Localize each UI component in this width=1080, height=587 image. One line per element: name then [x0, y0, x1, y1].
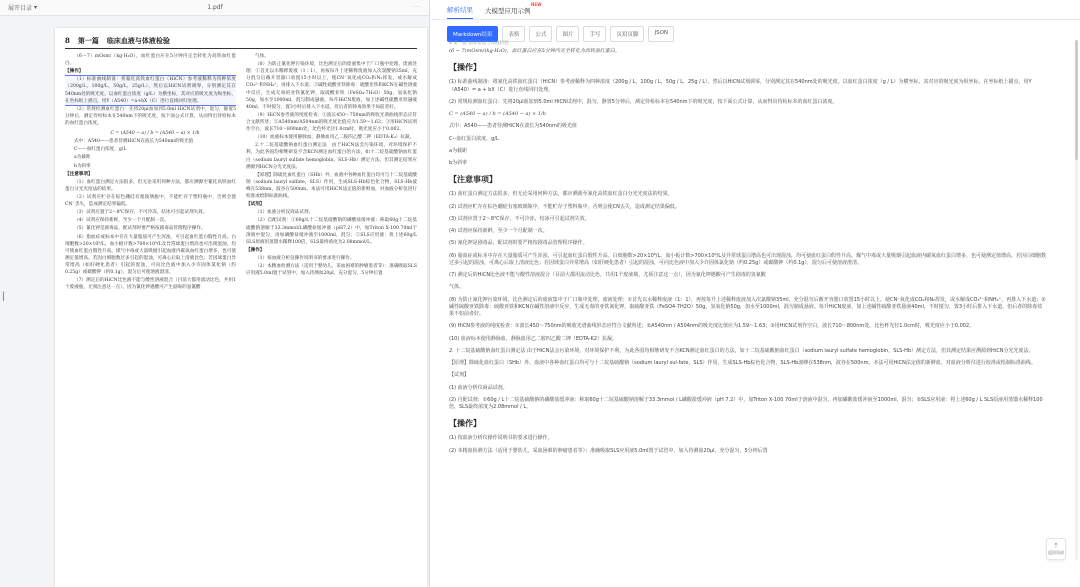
md-paragraph: 气体。 [449, 284, 465, 291]
format-tabs [431, 20, 1080, 42]
md-paragraph: (1) 血液分析仪商品试剂。 [449, 384, 508, 391]
paragraph: （1）按血液分析仪操作说明书的要求进行操作。 [255, 255, 355, 261]
paragraph: （9）HiCN参考液的纯度检查：①波长450～750nm的吸收光谱曲线形态应符合文献所述；②A540nm/A504nm的吸光度比值应为1.59～1.63；③用HiCN试剂作空白，波长710～800nm处，比色杯光径1.0cm时，吸光度应小于0.002。 [246, 112, 417, 133]
md-paragraph: (6) 脂血症或标本中存在大量脂质可产生浑浊，可引起血红蛋白假性升高。白细胞数>20×10⁹/L、血小板计数>700×10⁹/L及异常球蛋白增高也可出现混浊，均可使血红蛋白假性升高。煤气中毒或大量吸烟引起血液内碳氧血红蛋白增多，也可使测定值增高。若因白细胞数过多引起的混浊，可离心后取上清液比色；若因球蛋白异常增高（如肝硬化患者）引起的混浊，可向比色液中加入少许固体氯化钠（约0.25g）或碳酸钾（约0.1g），混匀后可使溶液澄清。 [449, 252, 1047, 266]
md-paragraph: (2) 试剂应贮存在棕色硼硅有塞玻璃瓶中，不能贮存于塑料瓶中，否则会使CN丢失，造成测定结果偏低。 [449, 203, 680, 210]
format-tab-4[interactable]: 手写 [583, 26, 606, 42]
md-paragraph: (1) 标准曲线制备：将氰化高铁血红蛋白（HiCN）参考液稀释为四种浓度（200g / L，100g / L，50g / L，25g / L），然后以HiCN试剂调零，分别测定其在540nm处的吸光度。以血红蛋白浓度（g / L）为横坐标，其对应的吸光度为纵坐标，在坐标纸上描点，用Y（A540）= a + bX（C）进行直线回归处理。 [449, 79, 1032, 93]
paragraph: 【原理】除硫化血红蛋白（SHb）外，血液中各种血红蛋白均可与十二烷基硫酸钠（sodium lauryl sulfate，SLS）作用，生成SLS-Hb棕色化合物，SLS-Hb波峰在538nm，波谷在500nm。本法可用HiCN法定值的新鲜血，对血液分析仪进行校准或绘制标准曲线。 [246, 172, 417, 200]
paragraph: 2.十二烷基硫酸钠血红蛋白测定法 由于HiCN法会污染环境，对环境保护不利，为此各国均相继研发不含KCN测定血红蛋白的方法，如十二烷基硫酸钠血红蛋白（sodium lauryl sulfate hemoglobin，SLS-Hb）测定方法，但其测定结果应溯源到HiCN分光光度法。 [246, 143, 417, 170]
format-tab-2[interactable]: 公式 [529, 26, 552, 42]
section-heading: 【试剂】 [246, 202, 265, 208]
toc-label: 展开目录 [8, 5, 33, 12]
scrollbar-thumb[interactable] [1075, 40, 1078, 160]
back-to-top-label: 返回顶部 [1048, 549, 1064, 555]
pdf-toolbar [0, 0, 429, 16]
format-tab-1[interactable]: 表格 [502, 26, 525, 42]
paragraph: b为斜率 [74, 163, 91, 169]
md-paragraph: (2) 本精血检测方法（适用于婴幼儿、采血困难的肿瘤患者等）：准确吸取SLS应用液5.0ml置于试管中，加入待测血20μl，充分混匀，5分钟后置 [449, 447, 768, 454]
md-paragraph: 2. 十二烷基硫酸钠血红蛋白测定法 由于HiCN法会污染环境，对环境保护不利，为此各国均相继研发不含KCN测定血红蛋白的方法，如十二烷基硫酸钠血红蛋白（sodium lauryl sulfate hemoglobin，SLS-Hb）测定方法，但其测定结果应溯源到HiCN分光光度法。 [449, 347, 1034, 354]
md-section-heading: 【操作】 [449, 419, 481, 429]
section-heading: 【注意事项】 [65, 171, 93, 177]
chevron-down-icon: ▾ [34, 4, 38, 11]
top-tab-0[interactable] [447, 5, 473, 19]
md-paragraph: (8) 为防止氰化钾污染环境，比色测定后的废液集中于广口瓶中处理。废液处理：①首先以水稀释废液（1：1），再按每升上述稀释废液加入次氯酸钠35ml，充分混匀后敞开容器口放置15小时以上，使CN⁻氧化成CO₂和N₂挥发，或水解成CO₃²⁻和NH₄⁺，再排入下水道；②碱性硫酸亚铁除毒：硫酸亚铁和KCN在碱性溶液中反应，生成无毒的亚铁氰化钾，取硫酸亚铁（FeSO4·7H2O）50g，氢氧化钠50g，加水至1000ml，混匀制成悬液。每升HiCN废液，加上述碱性硫酸亚铁悬液40ml，不时搅匀，置3小时后排入下水道。但后者的除毒效果不如前者好。 [449, 296, 1046, 317]
paragraph: （2）本精血检测方法（适用于婴幼儿、采血困难的肿瘤患者等）：准确吸取SLS应用液5.0ml置于试管中，加入待测血20μl，充分混匀，5分钟后置 [246, 264, 417, 277]
md-section-heading: 【操作】 [449, 63, 481, 73]
paragraph: （7）测定后的HiCN比色液不能与酸性溶液混合（目前大都用流动比色，共用1个废液瓶，尤须注意这一点），因为氰化钾遇酸可产生剧毒的氢氰酸 [65, 278, 236, 291]
page-part: 第一篇 [77, 36, 99, 45]
paragraph: （10）血液标本使用静脉血，静脉血用乙二胺四乙酸二钾（EDTA-K₂）抗凝。 [255, 135, 415, 141]
md-paragraph: 式中：A540——患者待测HiCN在波长为540nm的吸光值 [449, 123, 577, 130]
format-tab-6[interactable]: JSON [648, 26, 674, 42]
top-tab-label: 大模型应用示例 [485, 7, 531, 15]
section-heading: 【操作】 [65, 69, 84, 75]
md-paragraph: (7) 测定后的HiCN比色液不能与酸性溶液混合（目前大都用流动比色，共用1个废液瓶，尤须注意这一点），因为氰化钾遇酸可产生剧毒的氢氰酸 [449, 272, 766, 278]
arrow-up-icon: ⇡ [1053, 541, 1059, 550]
formula: C = (A540 − a) / b = (A540 − a) × 1/b [110, 131, 200, 137]
page-chapter-title: 临床血液与体液检验 [106, 36, 170, 45]
md-paragraph: (4) 试剂应保持新鲜，至少一个月配制一次。 [449, 228, 548, 234]
paragraph: （2）自配试剂：①60g/L十二烷基硫酸钠的磷酸盐缓冲液：称取60g十二烷基硫酸钠溶解于33.3mmol/L磷酸盐缓冲液（pH7.2）中，加Triton X-100 70ml于溶液中混匀，再加磷酸盐缓冲液至1000ml，混匀；②SLS应用液：将上述60g/L SLS原液用蒸馏水稀释100倍，SLS最终浓度为2.08mmol/L。 [246, 218, 417, 245]
highlighted-paragraph: （1）标准曲线制备：将氰化高铁血红蛋白（HiCN）参考液稀释为四种浓度（200g/L，100g/L，50g/L，25g/L），然后以HiCN试剂调零，分别测定其在540nm处的吸光度。以血红蛋白浓度（g/L）为横坐标，其对应的吸光度为纵坐标，在坐标纸上描点，用Y（A540）=a+bX（C）进行直线回归处理。 [65, 77, 236, 104]
page-number: 8 [65, 36, 70, 45]
pdf-viewer-pane [0, 0, 430, 587]
md-paragraph: C = (A540 − a) / b = (A540 − a) × 1/b [449, 111, 546, 117]
format-tab-0[interactable]: Markdown结果 [447, 26, 498, 42]
md-paragraph: (1) 血红蛋白测定方法很多，但无论采用何种方法，都应溯源至氰化高铁血红蛋白分光光度法的结果。 [449, 191, 673, 198]
md-paragraph: (6 ∼ 7)mOsm/(kg·H₂O)，血红蛋白应在5分钟内完全转化为高铁血红蛋白。 [449, 48, 620, 54]
md-paragraph: 【原理】除硫化血红蛋白（SHb）外，血液中各种血红蛋白均可与十二烷基硫酸钠（sodium lauryl sul-fate，SLS）作用，生成SLS-Hb棕色化合物，SLS-Hb波峰在538nm，波谷在500nm。本法可用HiCN法定值的新鲜血，对血液分析仪进行校准或绘制标准曲线。 [449, 360, 1036, 366]
current-page-marker-icon: ▏ [3, 292, 10, 301]
format-tab-3[interactable]: 图片 [556, 26, 579, 42]
parse-result-pane [431, 0, 1080, 587]
page-column-left [65, 53, 236, 292]
page-column-right [246, 53, 417, 292]
md-paragraph: C--血红蛋白浓度，g/L [449, 135, 499, 142]
paragraph: （1）血液分析仪商品试剂。 [255, 210, 314, 216]
md-paragraph: (3) 试剂应置于2～8℃保存，不可冷冻，结冰可引起试剂失效。 [449, 215, 590, 222]
pdf-page [55, 28, 427, 587]
paragraph: （2）常规检测血红蛋白：先将20μl血加到5.0ml HiCN试剂中，混匀，静置5分钟后，测定待检标本在540nm下的吸光度，按下面公式计算，从而得出待检标本的血红蛋白浓度。 [65, 106, 236, 126]
md-paragraph: (9) HiCN参考液的纯度检查：①波长450～750nm的吸收光谱曲线形态应符合文献所述；②A540nm / A504nm的吸光度比值应为1.59～1.63；③用HiCN试剂作空白，波长710～800nm处，比色杯光径1.0cm时，吸光度应小于0.002。 [449, 323, 975, 330]
paragraph: （5）氰化钾是剧毒品，配试剂时要严格按剧毒品管理程序操作。 [74, 226, 206, 232]
toc-toggle[interactable] [8, 3, 37, 12]
toolbar-dots-icon[interactable]: ··· [412, 4, 421, 11]
paragraph: （6）脂血症或标本中存在大量脂质可产生浑浊，可引起血红蛋白假性升高。白细胞数>20×10⁹/L、血小板计数>700×10⁹/L及异常球蛋白增高也可出现混浊，均可使血红蛋白假性升高。煤气中毒或大量吸烟引起血液内碳氧血红蛋白增多，也可使测定值增高。若因白细胞数过多引起的混浊，可离心后取上清液比色；若因球蛋白异常增高（如肝硬化患者）引起的混浊，可向比色液中加入少许固体氯化钠（约0.25g）或碳酸钾（约0.1g），混匀后可使溶液澄清。 [65, 234, 236, 276]
md-paragraph: (1) 按血液分析仪操作说明书的要求进行操作。 [449, 435, 553, 442]
paragraph: （3）试剂应置于2～8℃保存，不可冷冻，结冰可引起试剂失效。 [74, 210, 208, 216]
top-tab-1[interactable] [485, 2, 542, 19]
page-columns [65, 53, 417, 292]
paragraph: a为截距 [74, 155, 91, 161]
paragraph: （2）试剂应贮存在棕色硼硅有塞玻璃瓶中，不能贮存于塑料瓶中，否则会使CN⁻丢失，造成测定结果偏低。 [65, 194, 236, 208]
paragraph: （6～7）mOsm/（kg·H₂O），血红蛋白应在5分钟内完全转化为高铁血红蛋白。 [65, 54, 236, 67]
format-tab-5[interactable]: 页眉页脚 [610, 26, 644, 42]
new-badge: NEW [531, 2, 542, 7]
md-paragraph: 【试剂】 [449, 372, 470, 379]
markdown-content [431, 40, 1061, 587]
back-to-top-button[interactable] [1046, 538, 1066, 560]
md-paragraph: (5) 氰化钾是剧毒品，配试剂时要严格按剧毒品管理程序操作。 [449, 240, 588, 247]
section-heading: 【操作】 [246, 247, 265, 253]
content-breadcrumb: 8 第一篇 临床血液与体液检验 [449, 41, 509, 46]
page-header [65, 36, 417, 49]
md-section-heading: 【注意事项】 [449, 175, 497, 185]
top-tab-label: 解析结果 [447, 6, 473, 14]
paragraph: （8）为防止氰化钾污染环境，比色测定后的废液集中于广口瓶中处理。废液处理：①首先以水稀释废液（1∶1），再按每升上述稀释废液加入次氯酸钠35ml，充分混匀后敞开容器口放置15小时以上，使CN⁻氧化成CO₂和N₂挥发，或水解成CO₃²⁻和NH₄⁺，再排入下水道；②碱性硫酸亚铁除毒：硫酸亚铁和KCN在碱性溶液中反应，生成无毒的亚铁氰化钾，取硫酸亚铁（FeSO₄·7H₂O）50g，氢氧化钠50g，加水至1000ml，混匀制成悬液。每升HiCN废液，加上述碱性硫酸亚铁悬液40ml，不时搅匀，置3小时后排入下水道。但后者的除毒效果不如前者好。 [246, 62, 417, 110]
md-paragraph: (2) 自配试剂：①60g / L十二烷基硫酸钠的磷酸盐缓冲液：称取60g十二烷基硫酸钠溶解于33.3mmol / L磷酸盐缓冲液（pH 7.2）中，加Triton X-100 70ml于溶液中混匀，再加磷酸盐缓冲液至1000ml，混匀；②SLS应用液：将上述60g / L SLS原液用蒸馏水稀释100倍，SLS最终浓度为2.08mmol / L。 [449, 396, 1043, 410]
md-paragraph: (10) 血液标本使用静脉血，静脉血用乙二胺四乙酸二钾（EDTA-K2）抗凝。 [449, 335, 618, 342]
pdf-filename: 1.pdf [207, 4, 223, 11]
md-paragraph: (2) 常规检测血红蛋白：先将20μl血加到5.0ml HiCN试剂中，混匀，静置5分钟后，测定待检标本在540nm下的吸光度，按下面公式计算，从而得出待检标本的血红蛋白浓度。 [449, 98, 838, 105]
result-top-tabs [431, 0, 1080, 20]
paragraph: 气体。 [255, 54, 269, 59]
paragraph: 式中：A540——患者待测HiCN在波长为540nm的吸光值 [74, 139, 194, 145]
content-scrollbar[interactable] [1075, 40, 1078, 560]
paragraph: （4）试剂应保持新鲜，至少一个月配制一次。 [74, 218, 169, 224]
paragraph: （1）血红蛋白测定方法很多，但无论采用何种方法，都应溯源至氰化高铁血红蛋白分光光度法的结果。 [65, 179, 236, 192]
md-paragraph: a为截距 [449, 147, 468, 154]
md-paragraph: b为斜率 [449, 160, 468, 166]
paragraph: C——血红蛋白浓度，g/L [74, 147, 127, 153]
